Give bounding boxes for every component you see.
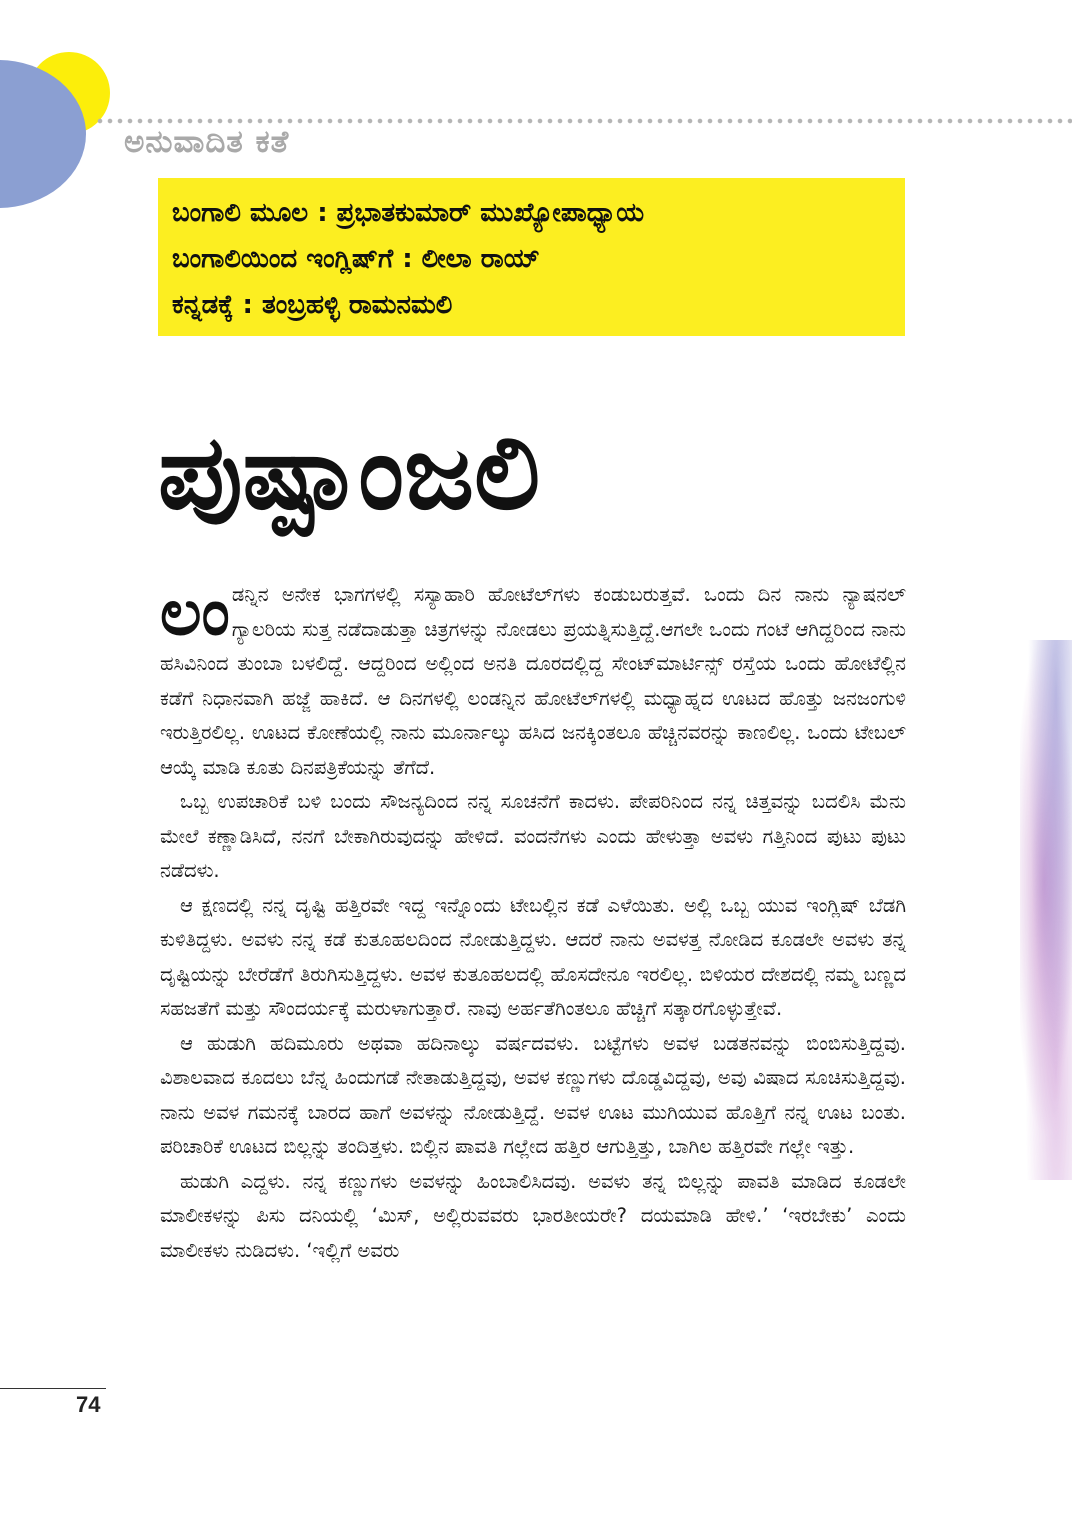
watercolor-illustration: [1020, 640, 1072, 1180]
credit-english-translation: ಬಂಗಾಲಿಯಿಂದ ಇಂಗ್ಲಿಷ್‌ಗೆ : ಲೀಲಾ ರಾಯ್: [172, 244, 540, 274]
paragraph-text: ಡನ್ನಿನ ಅನೇಕ ಭಾಗಗಳಲ್ಲಿ ಸಸ್ಯಾಹಾರಿ ಹೋಟೆಲ್‌ಗಳು ಕಂಡುಬರುತ್ತವೆ. ಒಂದು ದಿನ ನಾನು ನ್ಯಾಷನಲ್ ಗ್ಯಾಲರಿಯ ಸುತ್ತ ನಡೆದಾಡುತ್ತಾ ಚಿತ್ರಗಳನ್ನು ನೋಡಲು ಪ್ರಯತ್ನಿಸುತ್ತಿದ್ದೆ.ಆಗಲೇ ಒಂದು ಗಂಟೆ ಆಗಿದ್ದರಿಂದ ನಾನು ಹಸಿವಿನಿಂದ ತುಂಬಾ ಬಳಲಿದ್ದೆ. ಆದ್ದರಿಂದ ಅಲ್ಲಿಂದ ಅನತಿ ದೂರದಲ್ಲಿದ್ದ ಸೇಂಟ್‌ಮಾರ್ಟಿನ್ಸ್ ರಸ್ತೆಯ ಒಂದು ಹೋಟೆಲ್ಲಿನ ಕಡೆಗೆ ನಿಧಾನವಾಗಿ ಹಜ್ಜೆ ಹಾಕಿದೆ. ಆ ದಿನಗಳಲ್ಲಿ ಲಂಡನ್ನಿನ ಹೋಟೆಲ್‌ಗಳಲ್ಲಿ ಮಧ್ಯಾಹ್ನದ ಊಟದ ಹೊತ್ತು ಜನಜಂಗುಳಿ ಇರುತ್ತಿರಲಿಲ್ಲ. ಊಟದ ಕೋಣೆಯಲ್ಲಿ ನಾನು ಮೂರ್ನಾಲ್ಕು ಹಸಿದ ಜನಕ್ಕಿಂತಲೂ ಹೆಚ್ಚಿನವರನ್ನು ಕಾಣಲಿಲ್ಲ. ಒಂದು ಟೇಬಲ್ ಆಯ್ಕೆ ಮಾಡಿ ಕೂತು ದಿನಪತ್ರಿಕೆಯನ್ನು ತೆಗೆದೆ.: [160, 583, 906, 779]
credit-kannada-translation: ಕನ್ನಡಕ್ಕೆ : ತಂಬ್ರಹಳ್ಳಿ ರಾಮನಮಲಿ: [172, 290, 453, 320]
footer-rule: [0, 1388, 106, 1389]
paragraph: ಆ ಹುಡುಗಿ ಹದಿಮೂರು ಅಥವಾ ಹದಿನಾಲ್ಕು ವರ್ಷದವಳು. ಬಟ್ಟೆಗಳು ಅವಳ ಬಡತನವನ್ನು ಬಿಂಬಿಸುತ್ತಿದ್ದವು. ವಿಶಾಲವಾದ ಕೂದಲು ಬೆನ್ನ ಹಿಂದುಗಡೆ ನೇತಾಡುತ್ತಿದ್ದವು, ಅವಳ ಕಣ್ಣುಗಳು ದೊಡ್ಡವಿದ್ದವು, ಅವು ವಿಷಾದ ಸೂಚಿಸುತ್ತಿದ್ದವು. ನಾನು ಅವಳ ಗಮನಕ್ಕೆ ಬಾರದ ಹಾಗೆ ಅವಳನ್ನು ನೋಡುತ್ತಿದ್ದೆ. ಅವಳ ಊಟ ಮುಗಿಯುವ ಹೊತ್ತಿಗೆ ನನ್ನ ಊಟ ಬಂತು. ಪರಿಚಾರಿಕೆ ಊಟದ ಬಿಲ್ಲನ್ನು ತಂದಿತ್ತಳು. ಬಿಲ್ಲಿನ ಪಾವತಿ ಗಲ್ಲೇದ ಹತ್ತಿರ ಆಗುತ್ತಿತ್ತು, ಬಾಗಿಲ ಹತ್ತಿರವೇ ಗಲ್ಲೇ ಇತ್ತು.: [160, 1031, 906, 1158]
story-title: ಪುಷ್ಪಾಂಜಲಿ: [158, 411, 541, 533]
dropcap: ಲಂ: [160, 576, 230, 650]
story-body: [160, 578, 906, 1268]
paragraph: ಆ ಕ್ಷಣದಲ್ಲಿ ನನ್ನ ದೃಷ್ಟಿ ಹತ್ತಿರವೇ ಇದ್ದ ಇನ್ನೊಂದು ಟೇಬಲ್ಲಿನ ಕಡೆ ಎಳೆಯಿತು. ಅಲ್ಲಿ ಒಬ್ಬ ಯುವ ಇಂಗ್ಲಿಷ್ ಬೆಡಗಿ ಕುಳಿತಿದ್ದಳು. ಅವಳು ನನ್ನ ಕಡೆ ಕುತೂಹಲದಿಂದ ನೋಡುತ್ತಿದ್ದಳು. ಆದರೆ ನಾನು ಅವಳತ್ತ ನೋಡಿದ ಕೂಡಲೇ ಅವಳು ತನ್ನ ದೃಷ್ಟಿಯನ್ನು ಬೇರೆಡೆಗೆ ತಿರುಗಿಸುತ್ತಿದ್ದಳು. ಅವಳ ಕುತೂಹಲದಲ್ಲಿ ಹೊಸದೇನೂ ಇರಲಿಲ್ಲ. ಬಿಳಿಯರ ದೇಶದಲ್ಲಿ ನಮ್ಮ ಬಣ್ಣದ ಸಹಜತೆಗೆ ಮತ್ತು ಸೌಂದರ್ಯಕ್ಕೆ ಮರುಳಾಗುತ್ತಾರೆ. ನಾವು ಅರ್ಹತೆಗಿಂತಲೂ ಹೆಚ್ಚಿಗೆ ಸತ್ಕಾರಗೊಳ್ಳುತ್ತೇವೆ.: [160, 893, 906, 1020]
paragraph: ಒಬ್ಬ ಉಪಚಾರಿಕೆ ಬಳಿ ಬಂದು ಸೌಜನ್ಯದಿಂದ ನನ್ನ ಸೂಚನೆಗೆ ಕಾದಳು. ಪೇಪರಿನಿಂದ ನನ್ನ ಚಿತ್ತವನ್ನು ಬದಲಿಸಿ ಮೆನು ಮೇಲೆ ಕಣ್ಣಾಡಿಸಿದೆ, ನನಗೆ ಬೇಕಾಗಿರುವುದನ್ನು ಹೇಳಿದೆ. ವಂದನೆಗಳು ಎಂದು ಹೇಳುತ್ತಾ ಅವಳು ಗತ್ತಿನಿಂದ ಪುಟು ಪುಟು ನಡೆದಳು.: [160, 790, 906, 882]
credit-original: ಬಂಗಾಲಿ ಮೂಲ : ಪ್ರಭಾತಕುಮಾರ್ ಮುಖ್ಯೋಪಾಧ್ಯಾಯ: [172, 198, 645, 228]
paragraph: [160, 578, 906, 785]
section-label: ಅನುವಾದಿತ ಕತೆ: [124, 124, 290, 160]
credits-box: [158, 178, 905, 336]
paragraph: ಹುಡುಗಿ ಎದ್ದಳು. ನನ್ನ ಕಣ್ಣುಗಳು ಅವಳನ್ನು ಹಿಂಬಾಲಿಸಿದವು. ಅವಳು ತನ್ನ ಬಿಲ್ಲನ್ನು ಪಾವತಿ ಮಾಡಿದ ಕೂಡಲೇ ಮಾಲೀಕಳನ್ನು ಪಿಸು ದನಿಯಲ್ಲಿ ‘ಮಿಸ್, ಅಲ್ಲಿರುವವರು ಭಾರತೀಯರೇ? ದಯಮಾಡಿ ಹೇಳಿ.’ ‘ಇರಬೇಕು’ ಎಂದು ಮಾಲೀಕಳು ನುಡಿದಳು. ‘ಇಲ್ಲಿಗೆ ಅವರು: [160, 1169, 906, 1262]
page-number: 74: [76, 1392, 101, 1417]
